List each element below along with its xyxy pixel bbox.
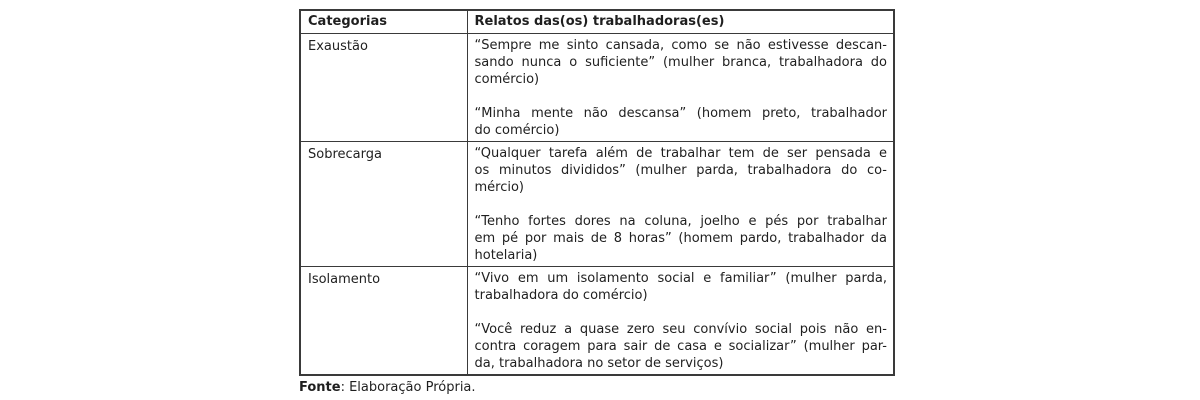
quote-line: “Tenho fortes dores na coluna, joelho e pés por trabalhar	[474, 214, 887, 229]
quote-line: os minutos divididos” (mulher parda, trabalhadora do co-	[474, 163, 887, 178]
quote-line: comércio)	[474, 72, 540, 87]
categories-quotes-table	[299, 9, 895, 376]
quote-line: trabalhadora do comércio)	[474, 288, 648, 303]
category-cell: Isolamento	[300, 267, 467, 376]
quote-line: sando nunca o suficiente” (mulher branca, trabalhadora do	[474, 55, 887, 70]
quote-line: em pé por mais de 8 horas” (homem pardo, trabalhador da	[474, 231, 887, 246]
table-row	[300, 34, 894, 142]
category-cell: Exaustão	[300, 34, 467, 142]
quote-line: “Minha mente não descansa” (homem preto, trabalhador	[474, 106, 887, 121]
header-categorias: Categorias	[300, 10, 467, 34]
table-row	[300, 142, 894, 267]
category-cell: Sobrecarga	[300, 142, 467, 267]
source-text: : Elaboração Própria.	[340, 380, 476, 395]
table-body	[300, 34, 894, 376]
source-note	[299, 379, 899, 396]
quotes-cell	[467, 142, 894, 267]
table-row	[300, 267, 894, 376]
quote-line: da, trabalhadora no setor de serviços)	[474, 356, 724, 371]
quote-line: “Você reduz a quase zero seu convívio social pois não en-	[474, 322, 887, 337]
source-label: Fonte	[299, 380, 341, 395]
document-page	[299, 9, 899, 396]
quotes-cell	[467, 267, 894, 376]
quote-paragraph	[475, 321, 888, 372]
quote-line: “Sempre me sinto cansada, como se não estivesse descan-	[474, 38, 887, 53]
header-relatos: Relatos das(os) trabalhadoras(es)	[467, 10, 894, 34]
quote-paragraph	[475, 213, 888, 264]
table-header-row	[300, 10, 894, 34]
quote-paragraph	[475, 270, 888, 304]
quote-line: hotelaria)	[474, 248, 538, 263]
quote-line: contra coragem para sair de casa e socializar” (mulher par-	[474, 339, 887, 354]
quote-paragraph	[475, 145, 888, 196]
quote-paragraph	[475, 105, 888, 139]
quote-line: do comércio)	[474, 123, 560, 138]
quotes-cell	[467, 34, 894, 142]
quote-line: “Vivo em um isolamento social e familiar” (mulher parda,	[474, 271, 887, 286]
quote-paragraph	[475, 37, 888, 88]
quote-line: mércio)	[474, 180, 525, 195]
quote-line: “Qualquer tarefa além de trabalhar tem de ser pensada e	[474, 146, 887, 161]
